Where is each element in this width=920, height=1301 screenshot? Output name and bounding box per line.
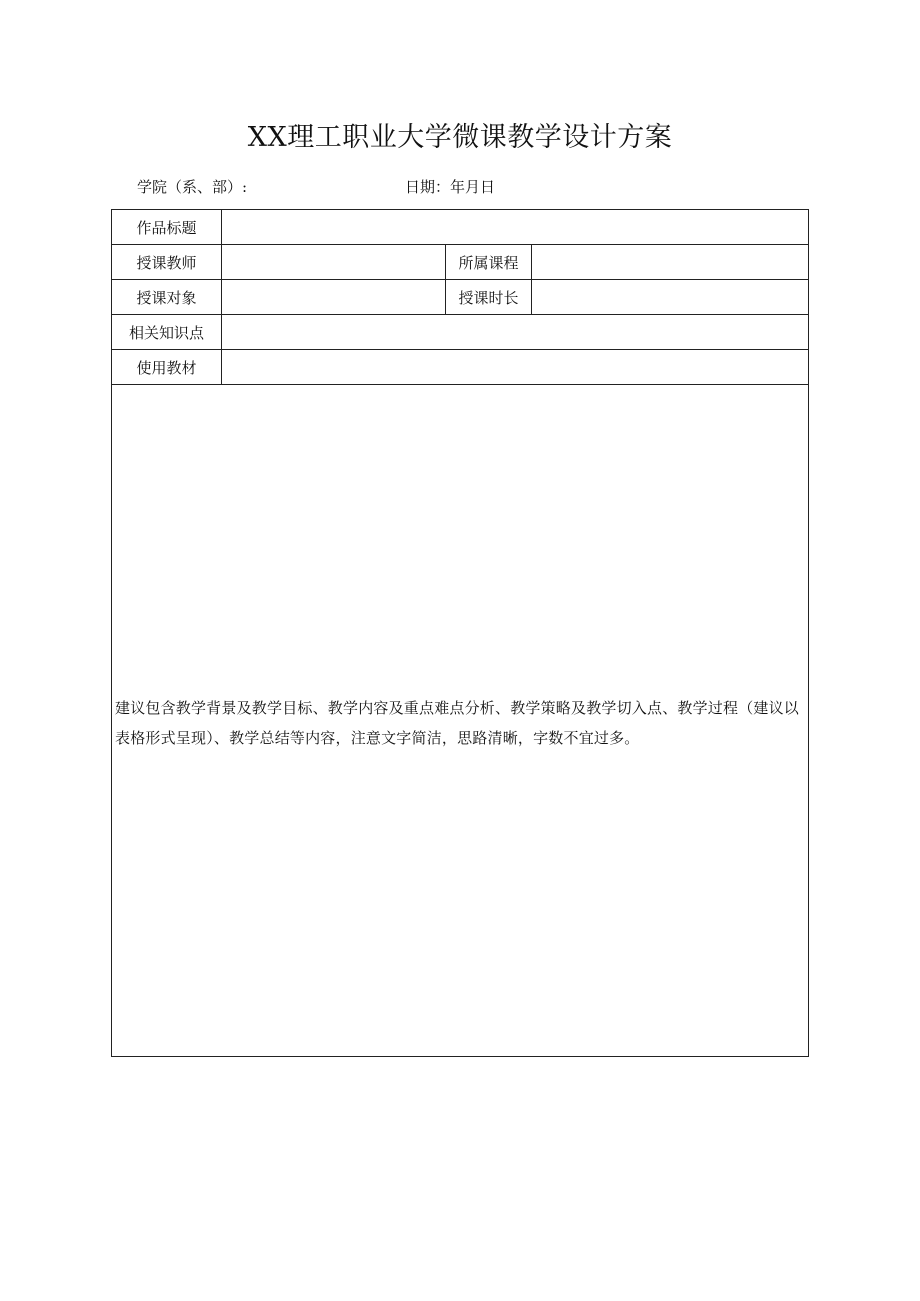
- knowledge-label: 相关知识点: [112, 315, 222, 350]
- college-label: 学院（系、部）:: [137, 178, 248, 196]
- knowledge-field[interactable]: [222, 315, 809, 350]
- duration-label: 授课时长: [446, 280, 532, 315]
- work-title-row: [112, 210, 809, 245]
- audience-label: 授课对象: [112, 280, 222, 315]
- design-content-row: [112, 385, 809, 1057]
- teacher-field[interactable]: [222, 245, 446, 280]
- design-form-table: [111, 209, 809, 1057]
- work-title-field[interactable]: [222, 210, 809, 245]
- teacher-course-row: [112, 245, 809, 280]
- design-instructions-area[interactable]: 建议包含教学背景及教学目标、教学内容及重点难点分析、教学策略及教学切入点、教学过程（建议以表格形式呈现）、教学总结等内容，注意文字简洁，思路清晰，字数不宜过多。: [112, 385, 809, 1057]
- audience-field[interactable]: [222, 280, 446, 315]
- duration-field[interactable]: [532, 280, 809, 315]
- course-field[interactable]: [532, 245, 809, 280]
- textbook-row: [112, 350, 809, 385]
- knowledge-row: [112, 315, 809, 350]
- date-label: 日期：年月日: [405, 178, 496, 196]
- textbook-label: 使用教材: [112, 350, 222, 385]
- audience-duration-row: [112, 280, 809, 315]
- course-label: 所属课程: [446, 245, 532, 280]
- textbook-field[interactable]: [222, 350, 809, 385]
- teacher-label: 授课教师: [112, 245, 222, 280]
- work-title-label: 作品标题: [112, 210, 222, 245]
- document-title: XX理工职业大学微课教学设计方案: [247, 122, 673, 153]
